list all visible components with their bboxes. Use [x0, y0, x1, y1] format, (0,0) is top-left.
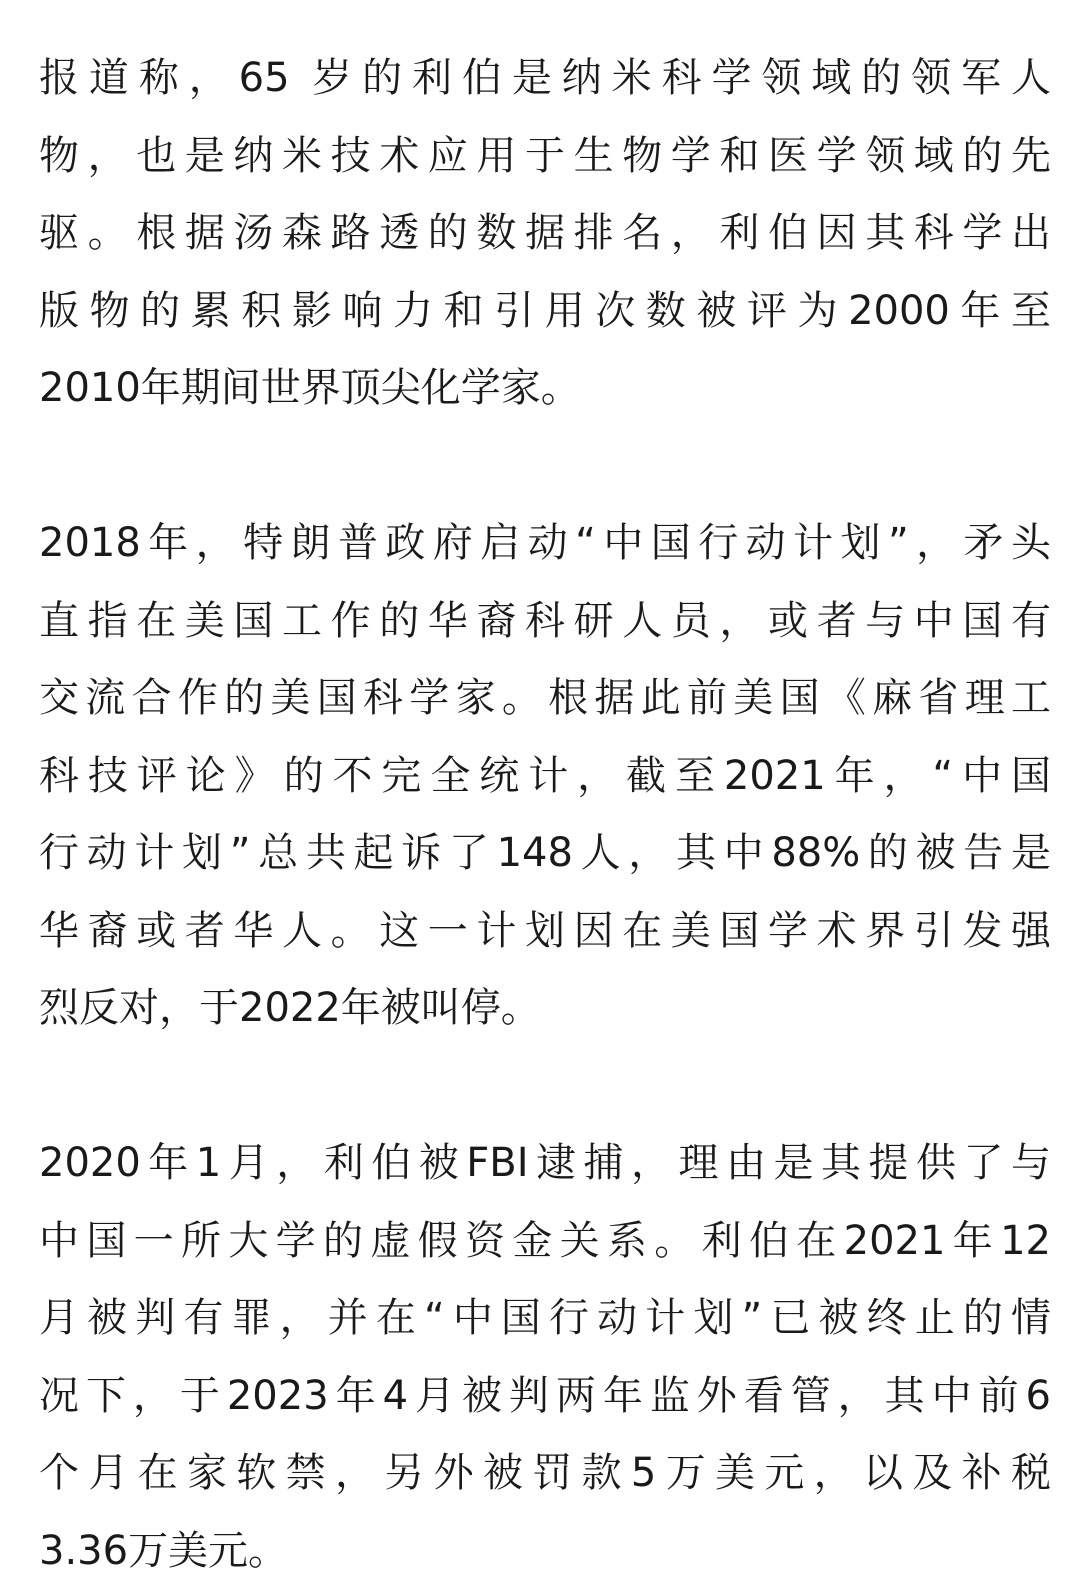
paragraph-1: [39, 40, 1051, 428]
text-line: 驱。根据汤森路透的数据排名，利伯因其科学出: [39, 210, 1051, 256]
text-line: 个月在家软禁，另外被罚款5万美元，以及补税: [39, 1450, 1051, 1496]
paragraph-3: [39, 1125, 1051, 1590]
text-line: 烈反对，于2022年被叫停。: [39, 985, 541, 1031]
text-line: 3.36万美元。: [39, 1527, 289, 1574]
text-line: 版物的累积影响力和引用次数被评为2000年至: [39, 287, 1051, 334]
text-line: 报道称，65 岁的利伯是纳米科学领域的领军人: [39, 55, 1051, 101]
text-line: 中国一所大学的虚假资金关系。利伯在2021年12: [39, 1217, 1051, 1264]
paragraph-2: [39, 505, 1051, 1048]
text-line: 直指在美国工作的华裔科研人员，或者与中国有: [39, 597, 1051, 644]
text-line: 2018年，特朗普政府启动“中国行动计划”，矛头: [39, 520, 1051, 566]
article-body: [39, 40, 1051, 1590]
text-line: 华裔或者华人。这一计划因在美国学术界引发强: [39, 907, 1051, 954]
text-line: 交流合作的美国科学家。根据此前美国《麻省理工: [39, 675, 1051, 721]
text-line: 2020年1月，利伯被FBI逮捕，理由是其提供了与: [39, 1140, 1051, 1186]
text-line: 科技评论》的不完全统计，截至2021年，“中国: [39, 752, 1051, 799]
text-line: 物，也是纳米技术应用于生物学和医学领域的先: [39, 132, 1051, 179]
text-line: 况下，于2023年4月被判两年监外看管，其中前6: [39, 1372, 1051, 1419]
text-line: 行动计划”总共起诉了148人，其中88%的被告是: [39, 830, 1051, 876]
text-line: 2010年期间世界顶尖化学家。: [39, 365, 581, 411]
paragraph-spacer: [39, 428, 1051, 506]
paragraph-spacer: [39, 1048, 1051, 1126]
text-line: 月被判有罪，并在“中国行动计划”已被终止的情: [39, 1295, 1051, 1341]
